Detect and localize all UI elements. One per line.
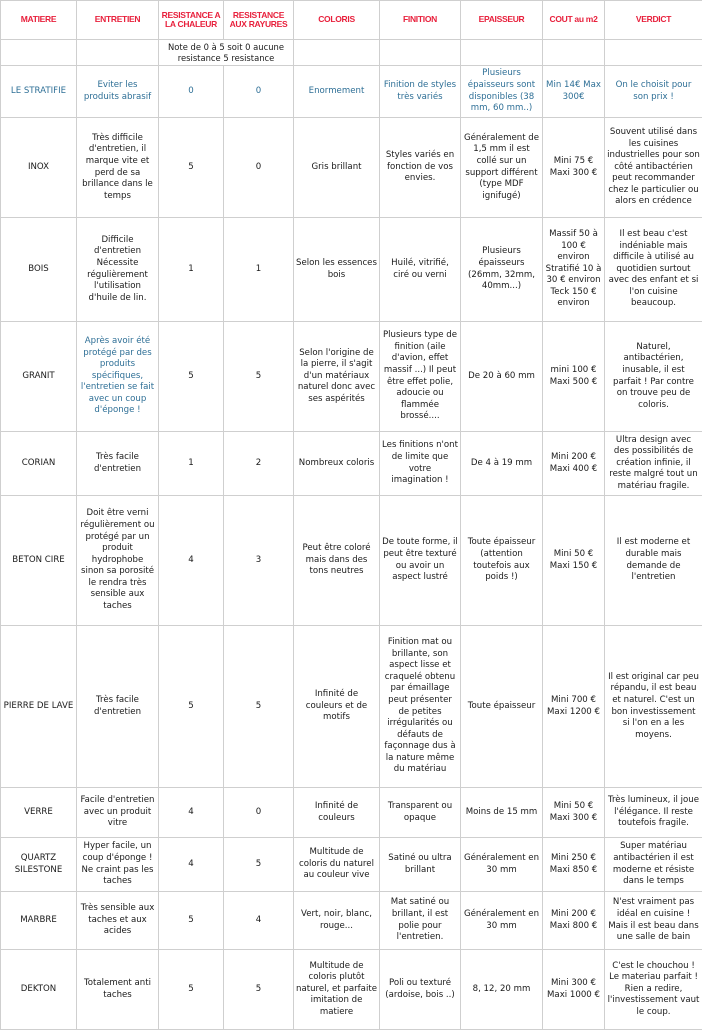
- cell-cout: Min 14€ Max 300€: [543, 66, 605, 118]
- cell-mat: GRANIT: [1, 322, 77, 432]
- table-row: [1, 322, 702, 432]
- header-epaisseur: EPAISSEUR: [461, 1, 543, 40]
- table-row: [1, 950, 702, 1030]
- table-row: [1, 626, 702, 788]
- header-row: [1, 1, 702, 40]
- cell-epaisseur: Généralement de 1,5 mm il est collé sur un support différent (type MDF ignifugé): [461, 118, 543, 218]
- cell-chaleur: 4: [159, 788, 224, 838]
- cell-verdict: Il est moderne et durable mais demande de l'entretien: [605, 496, 702, 626]
- cell-coloris: Multitude de coloris du naturel au couleur vive: [294, 838, 380, 892]
- cell-entretien: Eviter les produits abrasif: [77, 66, 159, 118]
- cell-rayures: 5: [224, 626, 294, 788]
- cell-chaleur: 4: [159, 838, 224, 892]
- cell-finition: Styles variés en fonction de vos envies.: [380, 118, 461, 218]
- header-entretien: ENTRETIEN: [77, 1, 159, 40]
- cell-chaleur: 5: [159, 892, 224, 950]
- cell-coloris: Infinité de couleurs et de motifs: [294, 626, 380, 788]
- table-row: [1, 66, 702, 118]
- cell-cout: Mini 200 € Maxi 400 €: [543, 432, 605, 496]
- cell-verdict: Souvent utilisé dans les cuisines industrielles pour son côté antibactérien peut recommander chez le particulier ou alors en crédence: [605, 118, 702, 218]
- cell-entretien: Très difficile d'entretien, il marque vite et perd de sa brillance dans le temps: [77, 118, 159, 218]
- cell-chaleur: 4: [159, 496, 224, 626]
- cell-verdict: On le choisit pour son prix !: [605, 66, 702, 118]
- cell-chaleur: 1: [159, 432, 224, 496]
- cell-entretien: Après avoir été protégé par des produits spécifiques, l'entretien se fait avec un coup d'éponge !: [77, 322, 159, 432]
- cell-epaisseur: De 4 à 19 mm: [461, 432, 543, 496]
- cell-chaleur: 5: [159, 118, 224, 218]
- cell-rayures: 5: [224, 322, 294, 432]
- note-row: [1, 40, 702, 66]
- cell-mat: VERRE: [1, 788, 77, 838]
- cell-epaisseur: De 20 à 60 mm: [461, 322, 543, 432]
- cell-finition: Transparent ou opaque: [380, 788, 461, 838]
- cell-mat: BETON CIRE: [1, 496, 77, 626]
- cell-verdict: Ultra design avec des possibilités de création infinie, il reste malgré tout un matériau fragile.: [605, 432, 702, 496]
- table-row: [1, 838, 702, 892]
- header-finition: FINITION: [380, 1, 461, 40]
- cell-mat: LE STRATIFIE: [1, 66, 77, 118]
- cell-mat: INOX: [1, 118, 77, 218]
- cell-epaisseur: Généralement en 30 mm: [461, 838, 543, 892]
- cell-epaisseur: 8, 12, 20 mm: [461, 950, 543, 1030]
- cell-coloris: Nombreux coloris: [294, 432, 380, 496]
- cell-cout: Mini 700 € Maxi 1200 €: [543, 626, 605, 788]
- cell-coloris: Peut être coloré mais dans des tons neutres: [294, 496, 380, 626]
- cell-entretien: Difficile d'entretien Nécessite régulièrement l'utilisation d'huile de lin.: [77, 218, 159, 322]
- cell-finition: Poli ou texturé (ardoise, bois ..): [380, 950, 461, 1030]
- cell-epaisseur: Plusieurs épaisseurs sont disponibles (38 mm, 60 mm..): [461, 66, 543, 118]
- cell-verdict: N'est vraiment pas idéal en cuisine ! Mais il est beau dans une salle de bain: [605, 892, 702, 950]
- cell-finition: Mat satiné ou brillant, il est polie pour l'entretien.: [380, 892, 461, 950]
- table-row: [1, 892, 702, 950]
- cell-coloris: Vert, noir, blanc, rouge...: [294, 892, 380, 950]
- header-matiere: MATIERE: [1, 1, 77, 40]
- cell-rayures: 5: [224, 838, 294, 892]
- cell-cout: Mini 75 € Maxi 300 €: [543, 118, 605, 218]
- cell-mat: BOIS: [1, 218, 77, 322]
- cell-epaisseur: Plusieurs épaisseurs (26mm, 32mm, 40mm...): [461, 218, 543, 322]
- cell-finition: Les finitions n'ont de limite que votre imagination !: [380, 432, 461, 496]
- cell-coloris: Enormement: [294, 66, 380, 118]
- rating-note: Note de 0 à 5 soit 0 aucune resistance 5 resistance: [159, 40, 294, 66]
- cell-finition: Finition mat ou brillante, son aspect lisse et craquelé obtenu par émaillage peut présenter de petites irrégularités ou défauts de façonnage dus à la nature même du matériau: [380, 626, 461, 788]
- cell-verdict: Il est original car peu répandu, il est beau et naturel. C'est un bon investissement si l'on en a les moyens.: [605, 626, 702, 788]
- cell-cout: Mini 50 € Maxi 300 €: [543, 788, 605, 838]
- header-resistance-rayures: RESISTANCE AUX RAYURES: [224, 1, 294, 40]
- cell-cout: Massif 50 à 100 € environ Stratifié 10 à 30 € environ Teck 150 € environ: [543, 218, 605, 322]
- cell-entretien: Facile d'entretien avec un produit vitre: [77, 788, 159, 838]
- cell-chaleur: 1: [159, 218, 224, 322]
- header-coloris: COLORIS: [294, 1, 380, 40]
- table-row: [1, 118, 702, 218]
- cell-epaisseur: Toute épaisseur: [461, 626, 543, 788]
- cell-verdict: Il est beau c'est indéniable mais difficile à utilisé au quotidien surtout avec des enfant et si l'on cuisine beaucoup.: [605, 218, 702, 322]
- cell-rayures: 2: [224, 432, 294, 496]
- cell-coloris: Selon les essences bois: [294, 218, 380, 322]
- cell-coloris: Selon l'origine de la pierre, il s'agit d'un matériaux naturel donc avec ses aspérités: [294, 322, 380, 432]
- cell-finition: Huilé, vitrifié, ciré ou verni: [380, 218, 461, 322]
- table-row: [1, 496, 702, 626]
- cell-rayures: 3: [224, 496, 294, 626]
- cell-entretien: Hyper facile, un coup d'éponge ! Ne craint pas les taches: [77, 838, 159, 892]
- cell-entretien: Totalement anti taches: [77, 950, 159, 1030]
- table-row: [1, 788, 702, 838]
- cell-entretien: Très facile d'entretien: [77, 432, 159, 496]
- cell-rayures: 0: [224, 66, 294, 118]
- header-verdict: VERDICT: [605, 1, 702, 40]
- cell-chaleur: 0: [159, 66, 224, 118]
- header-resistance-chaleur: RESISTANCE A LA CHALEUR: [159, 1, 224, 40]
- cell-mat: MARBRE: [1, 892, 77, 950]
- cell-verdict: C'est le chouchou ! Le materiau parfait ! Rien a redire, l'investissement vaut le coup.: [605, 950, 702, 1030]
- cell-coloris: Infinité de couleurs: [294, 788, 380, 838]
- cell-mat: PIERRE DE LAVE: [1, 626, 77, 788]
- cell-mat: QUARTZ SILESTONE: [1, 838, 77, 892]
- cell-chaleur: 5: [159, 322, 224, 432]
- cell-chaleur: 5: [159, 950, 224, 1030]
- cell-cout: mini 100 € Maxi 500 €: [543, 322, 605, 432]
- cell-entretien: Très sensible aux taches et aux acides: [77, 892, 159, 950]
- cell-cout: Mini 300 € Maxi 1000 €: [543, 950, 605, 1030]
- cell-chaleur: 5: [159, 626, 224, 788]
- cell-rayures: 5: [224, 950, 294, 1030]
- cell-cout: Mini 250 € Maxi 850 €: [543, 838, 605, 892]
- cell-rayures: 1: [224, 218, 294, 322]
- cell-mat: CORIAN: [1, 432, 77, 496]
- cell-epaisseur: Généralement en 30 mm: [461, 892, 543, 950]
- cell-verdict: Super matériau antibactérien il est moderne et résiste dans le temps: [605, 838, 702, 892]
- cell-entretien: Très facile d'entretien: [77, 626, 159, 788]
- cell-finition: Finition de styles très variés: [380, 66, 461, 118]
- cell-epaisseur: Moins de 15 mm: [461, 788, 543, 838]
- cell-epaisseur: Toute épaisseur (attention toutefois aux poids !): [461, 496, 543, 626]
- header-cout: COUT au m2: [543, 1, 605, 40]
- cell-cout: Mini 200 € Maxi 800 €: [543, 892, 605, 950]
- cell-coloris: Multitude de coloris plutôt naturel, et parfaite imitation de matiere: [294, 950, 380, 1030]
- cell-verdict: Naturel, antibactérien, inusable, il est parfait ! Par contre on trouve peu de coloris.: [605, 322, 702, 432]
- cell-coloris: Gris brillant: [294, 118, 380, 218]
- cell-verdict: Très lumineux, il joue l'élégance. Il reste toutefois fragile.: [605, 788, 702, 838]
- cell-rayures: 4: [224, 892, 294, 950]
- cell-finition: De toute forme, il peut être texturé ou avoir un aspect lustré: [380, 496, 461, 626]
- cell-rayures: 0: [224, 118, 294, 218]
- cell-finition: Plusieurs type de finition (aile d'avion, effet massif ...) Il peut être effet polie, adoucie ou flammée brossé....: [380, 322, 461, 432]
- cell-finition: Satiné ou ultra brillant: [380, 838, 461, 892]
- cell-rayures: 0: [224, 788, 294, 838]
- cell-mat: DEKTON: [1, 950, 77, 1030]
- cell-cout: Mini 50 € Maxi 150 €: [543, 496, 605, 626]
- cell-entretien: Doit être verni régulièrement ou protégé par un produit hydrophobe sinon sa porosité le rendra très sensible aux taches: [77, 496, 159, 626]
- table-row: [1, 218, 702, 322]
- table-row: [1, 432, 702, 496]
